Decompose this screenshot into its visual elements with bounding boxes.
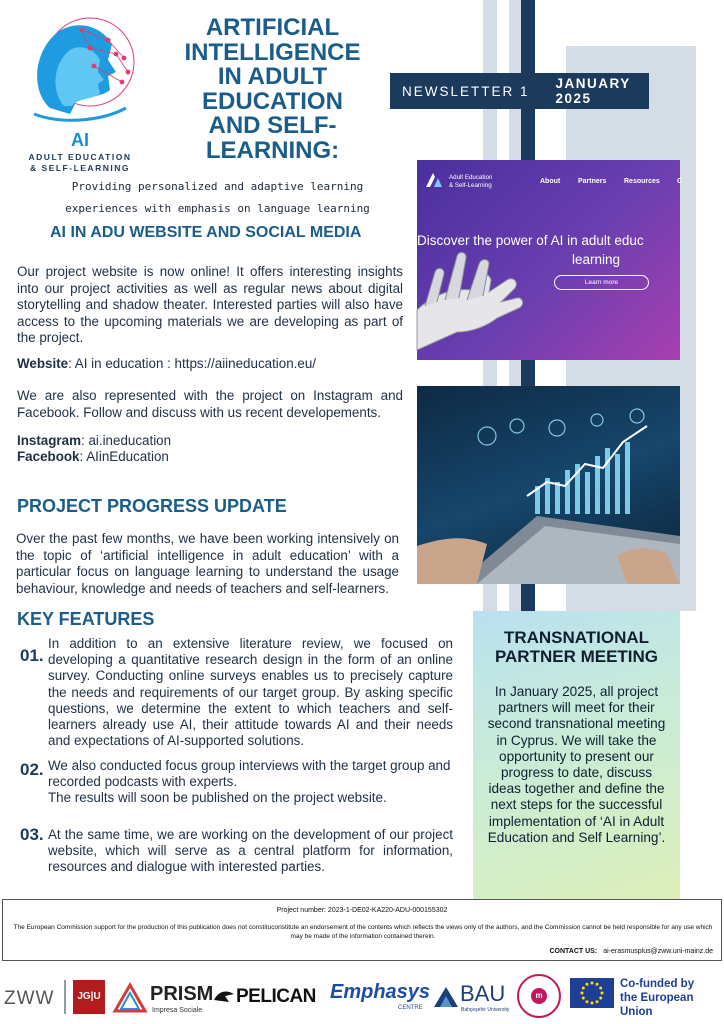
partner-logos xyxy=(0,968,724,1024)
facebook-handle[interactable]: : AIinEducation xyxy=(79,449,169,464)
site-nav-clipped: C xyxy=(677,178,683,185)
title-line: IN ADULT xyxy=(217,63,328,90)
newsletter-banner xyxy=(390,73,649,109)
pelican-logo: PELICAN xyxy=(236,986,316,1007)
feature-text: In addition to an extensive literature review, we focused on developing a quantitative research design in the form of an online survey. Conducting online surveys enables us to precisely capture the needs and requirements of our target group. By asking specific questions, we determine the extent to which teachers and self-learners already use AI, their attitude towards AI and their needs and expectations of AI-supported solutions. xyxy=(48,636,453,749)
bau-logo: BAU xyxy=(460,981,506,1006)
facebook-line xyxy=(17,449,403,466)
project-logo xyxy=(20,10,150,173)
meeting-text: In January 2025, all project partners will meet for their second transnational meeting in Cyprus. We will take the opportunity to present our progress to date, discuss ideas together and define the next steps for the successful implementation of ‘AI in Adult Education and Self Learning’. xyxy=(487,684,666,845)
website-intro-text: Our project website is now online! It offers interesting insights into our project activities as well as regular news about digital storytelling and shadow theater. Interested parties will also have access to the upcoming materials we are developing as part of the project. xyxy=(17,264,403,345)
contact-label: CONTACT US: xyxy=(549,948,598,955)
website-line xyxy=(17,356,403,373)
eu-cofunded-text xyxy=(620,977,724,1019)
newsletter-title xyxy=(170,16,375,163)
progress-text: Over the past few months, we have been working intensively on the topic of ‘artificial intelligence in adult education’ with a particular focus on language learning to understand the usage behaviour, knowledge and needs of teachers and self-learners. xyxy=(16,531,399,596)
site-nav-partners: Partners xyxy=(578,178,607,185)
feature-number: 01. xyxy=(20,646,44,665)
prism-logo-subtitle: Impresa Sociale xyxy=(152,1007,203,1014)
logo-name: AI xyxy=(71,130,89,150)
subtitle-line: experiences with emphasis on language learning xyxy=(65,202,370,215)
logo-subtitle-line: & SELF-LEARNING xyxy=(30,163,130,173)
site-nav-resources: Resources xyxy=(624,178,660,185)
social-media-text: We are also represented with the project on Instagram and Facebook. Follow and discuss with us recent developements. xyxy=(17,388,403,420)
zww-logo: ZWW xyxy=(4,988,55,1009)
instagram-line xyxy=(17,433,403,450)
feature-text-line: The results will soon be published on the project website. xyxy=(48,790,387,806)
eu-text-line: Co-funded by xyxy=(620,978,695,990)
title-line: INTELLIGENCE xyxy=(184,38,361,66)
website-section-heading: AI IN ADU WEBSITE AND SOCIAL MEDIA xyxy=(50,224,362,241)
progress-section-heading: PROJECT PROGRESS UPDATE xyxy=(17,496,287,516)
partner-meeting-box xyxy=(473,611,680,901)
instagram-label: Instagram xyxy=(17,433,81,448)
logo-subtitle-line: ADULT EDUCATION xyxy=(28,152,132,162)
site-headline: Discover the power of AI in adult educ xyxy=(417,233,644,248)
subtitle-line: Providing personalized and adaptive learning xyxy=(71,180,364,193)
jgu-logo: JG|U xyxy=(73,980,105,1014)
site-brand-line: Adult Education xyxy=(449,174,493,181)
feature-text-line: We also conducted focus group interviews with the target group and recorded podcasts with experts. xyxy=(48,758,451,790)
title-line: LEARNING: xyxy=(205,136,340,164)
prism-logo: PRISM xyxy=(150,983,214,1005)
website-label: Website xyxy=(17,356,69,371)
meeting-title xyxy=(473,628,680,666)
title-line: ARTIFICIAL xyxy=(205,14,340,41)
laptop-chart-illustration-icon xyxy=(417,386,680,584)
footer-disclaimer-box xyxy=(2,899,722,961)
feature-number: 03. xyxy=(20,825,44,844)
emphasys-logo: Emphasys xyxy=(330,981,431,1003)
bau-emblem-icon xyxy=(433,985,459,1009)
features-section-heading: KEY FEATURES xyxy=(17,609,155,629)
emphasys-logo-subtitle: CENTRE xyxy=(398,1005,423,1011)
laptop-analytics-photo xyxy=(417,386,680,584)
website-screenshot xyxy=(417,160,683,360)
site-nav-about: About xyxy=(540,178,561,185)
university-seal-center-icon: m xyxy=(531,988,547,1004)
site-brand-line: & Self-Learning xyxy=(449,182,492,189)
logo-subtitle xyxy=(20,152,140,174)
meeting-title-line: TRANSNATIONAL xyxy=(503,628,650,647)
facebook-label: Facebook xyxy=(17,449,80,464)
newsletter-subtitle xyxy=(40,176,395,220)
ai-head-logo-icon xyxy=(20,10,140,128)
meeting-title-line: PARTNER MEETING xyxy=(494,647,659,666)
logo-divider xyxy=(64,980,66,1014)
newsletter-date: JANUARY 2025 xyxy=(555,76,631,106)
instagram-handle[interactable]: : ai.ineducation xyxy=(81,433,172,448)
contact-line xyxy=(549,948,713,955)
newsletter-number: NEWSLETTER 1 xyxy=(402,83,530,99)
site-headline-line2: learning xyxy=(572,252,621,267)
contact-email-link[interactable]: ai-erasmusplus@zww.uni-mainz.de xyxy=(603,948,713,955)
eu-flag-icon xyxy=(570,978,614,1008)
feature-text xyxy=(48,758,453,807)
website-link[interactable]: : AI in education : https://aiineducation.eu/ xyxy=(68,356,317,371)
bau-logo-subtitle: Bahçeşehir University xyxy=(461,1007,510,1013)
feature-text: At the same time, we are working on the development of our project website, which will serve as a central platform for information, resources and dialogue with interested parties. xyxy=(48,827,453,875)
eu-text-line: the European Union xyxy=(620,992,694,1018)
prism-triangle-icon xyxy=(113,983,147,1013)
ec-disclaimer: The European Commission support for the production of this publication does not constituconstitute an endorsement of the contents which reflects the views only of the authors, and the Commission cannot be held responsible for any use which may be made of the information contained therein. xyxy=(13,924,713,940)
site-learn-more-button: Learn more xyxy=(554,275,649,290)
feature-number: 02. xyxy=(20,760,44,779)
title-line: AND SELF- xyxy=(208,112,337,139)
title-line: EDUCATION xyxy=(202,87,343,115)
pelican-bird-icon xyxy=(213,988,235,1004)
project-number: Project number: 2023-1-DE02-KA220-ADU-000155302 xyxy=(276,907,448,914)
robot-hand-icon xyxy=(417,160,683,360)
